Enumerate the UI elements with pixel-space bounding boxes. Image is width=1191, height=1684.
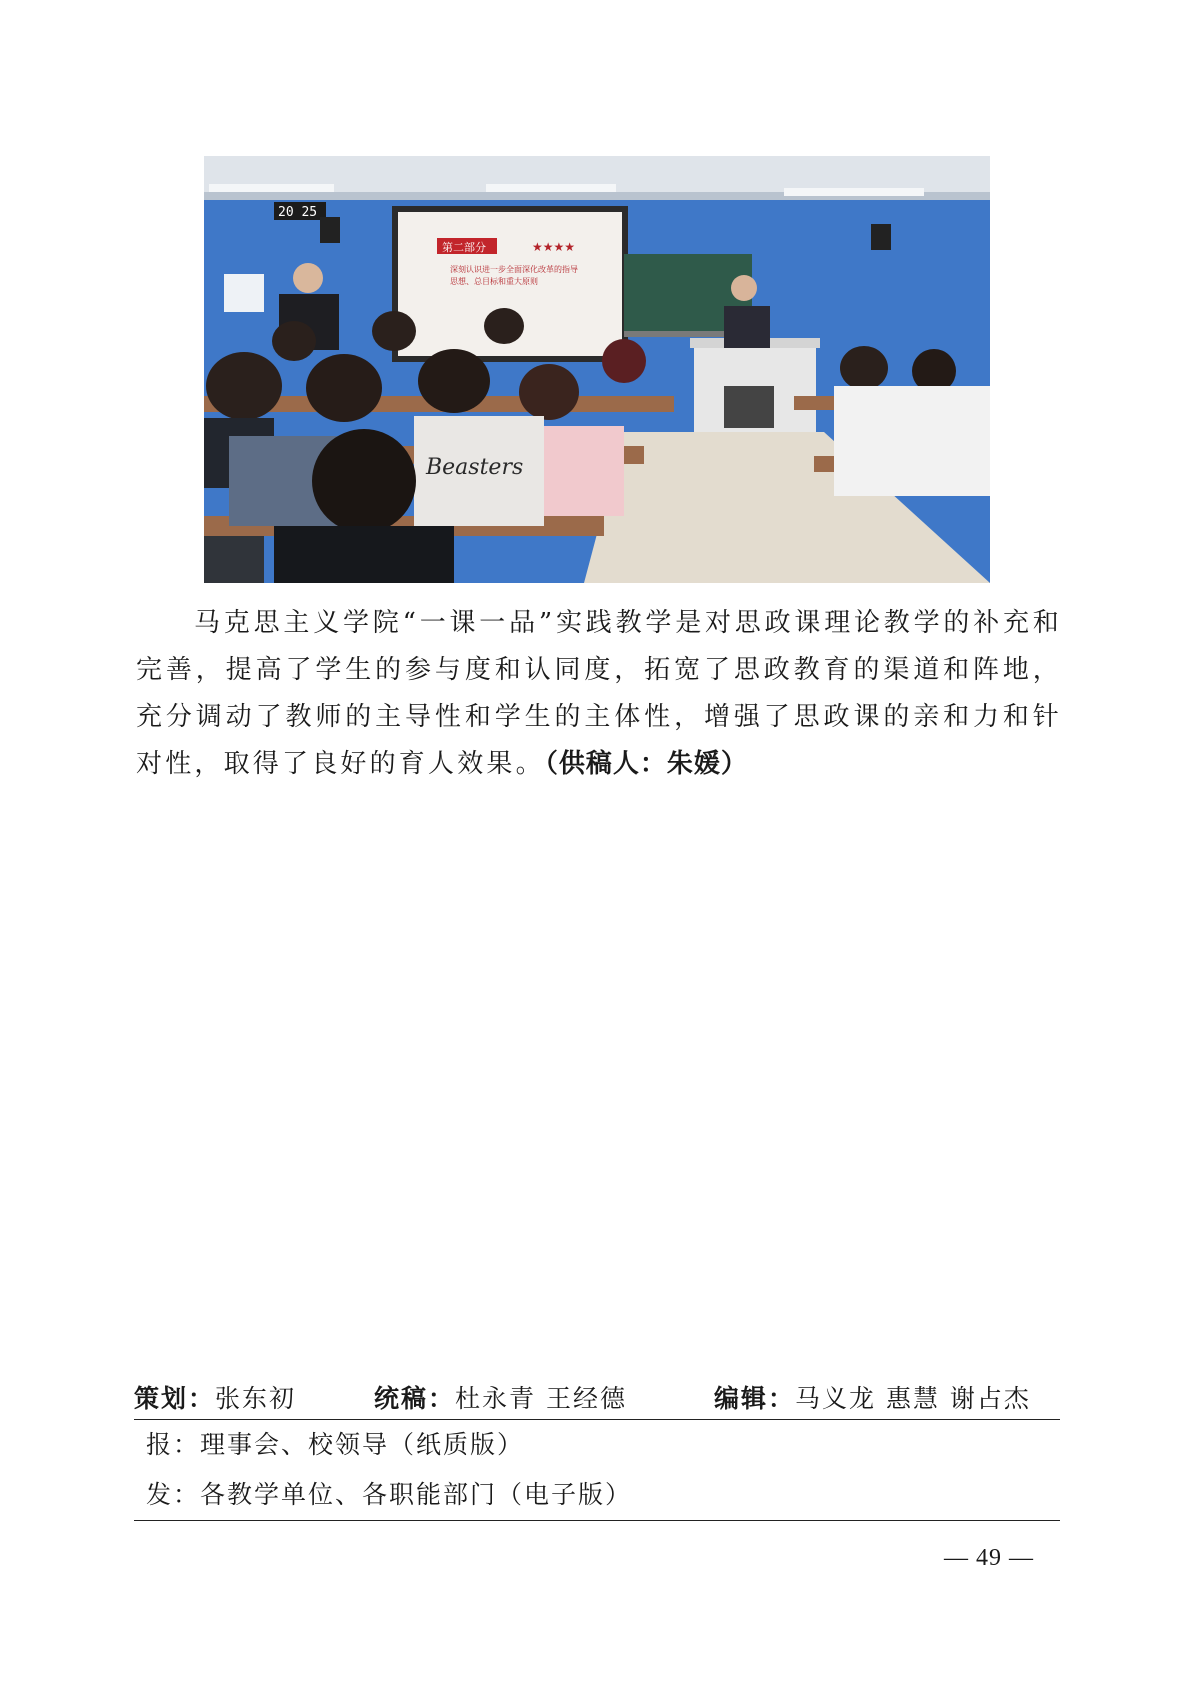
edit-names: 马义龙 惠慧 谢占杰 [795,1384,1031,1413]
author-credit: （供稿人：朱媛） [544,749,748,779]
edit-label: 编辑： [714,1384,796,1413]
plan-label: 策划： [134,1384,216,1413]
wall-clock-text: 20 25 [278,205,318,220]
plan-names: 张东初 [215,1384,297,1413]
send-line: 发：各教学单位、各职能部门（电子版） [134,1470,1060,1521]
classroom-photo [204,156,990,583]
article-body [136,600,1062,788]
report-line: 报：理事会、校领导（纸质版） [146,1430,525,1459]
article-paragraph [136,600,1062,788]
plan-group [134,1379,296,1415]
compile-group [374,1379,627,1415]
edit-group [714,1379,1031,1415]
page-number: — 49 — [944,1545,1034,1571]
masthead-footer [134,1375,1060,1521]
compile-label: 统稿： [374,1384,456,1413]
slide-line2: 思想、总目标和重大原则 [450,277,538,286]
paragraph-text: 马克思主义学院“一课一品”实践教学是对思政课理论教学的补充和完善，提高了学生的参与度和认同度，拓宽了思政教育的渠道和阵地，充分调动了教师的主导性和学生的主体性，增强了思政课的亲和力和针对性，取得了良好的育人效果。 [136,608,1062,779]
slide-stars: ★★★★ [532,240,576,254]
staff-row [134,1375,1060,1420]
slide-line1: 深刻认识进一步全面深化改革的指导 [450,265,578,274]
compile-names: 杜永青 王经德 [455,1384,627,1413]
slide-heading: 第二部分 [442,241,486,254]
shirt-text: Beasters [426,455,524,480]
